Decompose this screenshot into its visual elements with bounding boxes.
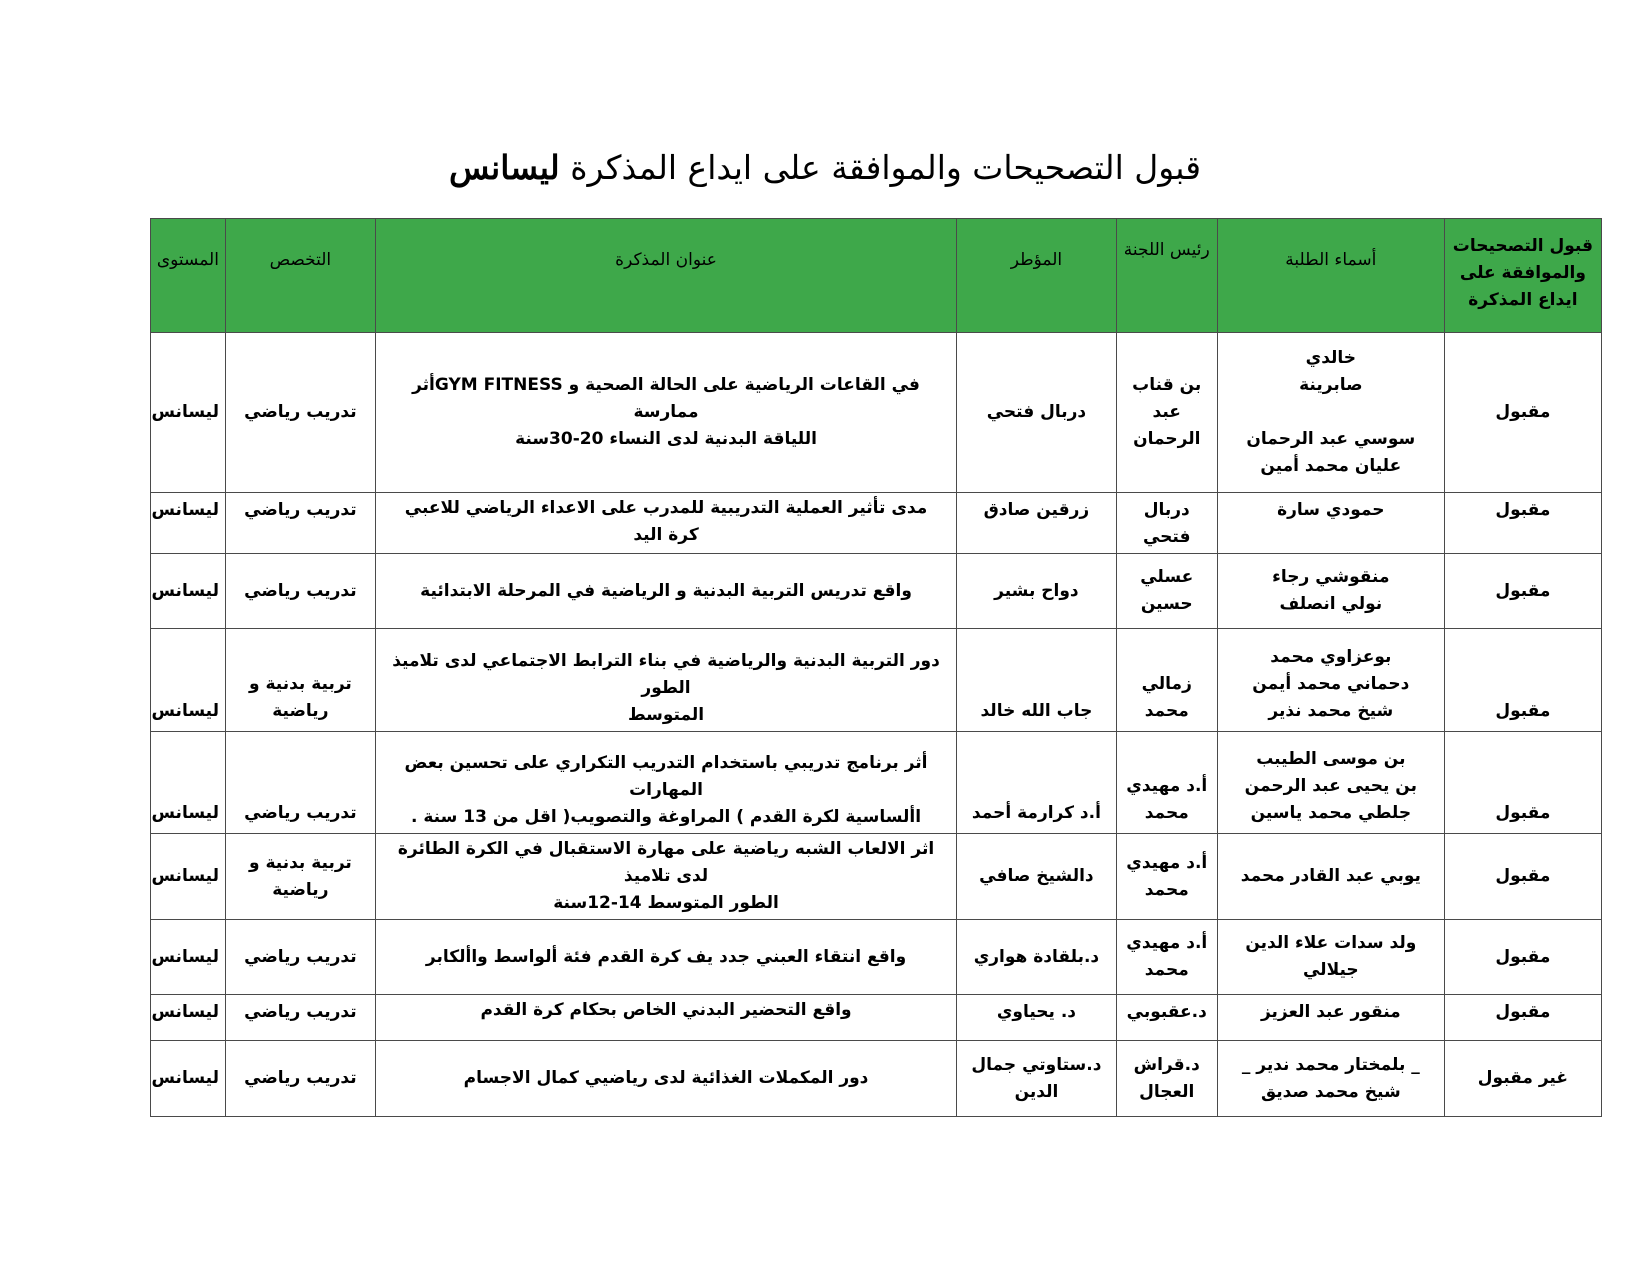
table-body — [151, 333, 1602, 1117]
table-header-row — [151, 219, 1602, 333]
thesis-title-line: اثر الالعاب الشبه رياضية على مهارة الاستقبال في الكرة الطائرة لدى تلاميذ — [397, 839, 935, 886]
specialty-cell — [225, 995, 375, 1041]
thesis-title-line: في القاعات الرياضية على الحالة الصحية و GYM FITNESSأثر ممارسة — [412, 375, 920, 422]
table-row — [151, 333, 1602, 493]
students-line: بن يحيى عبد الرحمن — [1244, 776, 1417, 796]
supervisor-cell: أ.د كرارمة أحمد — [957, 732, 1116, 834]
supervisor-cell: دربال فتحي — [957, 333, 1116, 493]
specialty-cell — [225, 629, 375, 732]
decision-cell: غير مقبول — [1444, 1041, 1601, 1117]
students-cell — [1217, 732, 1444, 834]
chair-line: دربال فتحي — [1142, 500, 1191, 547]
students-line: صابرينة — [1299, 375, 1363, 395]
thesis-title-cell — [375, 333, 956, 493]
specialty-line: تدريب رياضي — [244, 402, 357, 422]
chair-cell — [1116, 1041, 1217, 1117]
chair-cell — [1116, 834, 1217, 920]
students-line: ولد سدات علاء الدين — [1245, 933, 1417, 953]
specialty-line: رياضية — [272, 701, 329, 721]
students-line: خالدي — [1305, 348, 1357, 368]
results-table — [150, 218, 1602, 1117]
thesis-title-cell — [375, 493, 956, 554]
supervisor-cell: د.ستاوتي جمال الدين — [957, 1041, 1116, 1117]
students-line: جلطي محمد ياسين — [1250, 803, 1412, 823]
header-students: أسماء الطلبة — [1217, 219, 1444, 333]
decision-cell: مقبول — [1444, 834, 1601, 920]
level-cell: ليسانس — [151, 554, 226, 629]
specialty-line: تدريب رياضي — [244, 1068, 357, 1088]
thesis-title-line: واقع تدريس التربية البدنية و الرياضية في المرحلة الابتدائية — [420, 580, 912, 601]
students-cell — [1217, 493, 1444, 554]
chair-cell — [1116, 333, 1217, 493]
supervisor-cell: د.بلقادة هواري — [957, 920, 1116, 995]
header-specialty: التخصص — [225, 219, 375, 333]
supervisor-cell: جاب الله خالد — [957, 629, 1116, 732]
thesis-title-line: األساسية لكرة القدم ) المراوغة والتصويب( اقل من 13 سنة . — [410, 807, 922, 827]
thesis-title-line: اللياقة البدنية لدى النساء 20-30سنة — [515, 429, 817, 449]
students-cell — [1217, 554, 1444, 629]
students-cell — [1217, 920, 1444, 995]
students-cell — [1217, 629, 1444, 732]
thesis-title-line: أثر برنامج تدريبي باستخدام التدريب التكراري على تحسين بعض المهارات — [404, 753, 928, 800]
students-line: نولي انصلف — [1279, 594, 1383, 614]
specialty-cell — [225, 920, 375, 995]
level-cell: ليسانس — [151, 834, 226, 920]
chair-line: محمد — [1144, 701, 1189, 721]
specialty-line: تدريب رياضي — [244, 580, 357, 601]
chair-line: أ.د مهيدي — [1126, 776, 1208, 796]
thesis-title-cell — [375, 732, 956, 834]
table-row — [151, 554, 1602, 629]
thesis-title-line: المتوسط — [627, 705, 705, 725]
page-title-text: قبول التصحيحات والموافقة على ايداع المذكرة — [570, 148, 1202, 187]
students-line: شيخ محمد نذير — [1268, 701, 1394, 721]
chair-line: حسين — [1140, 594, 1193, 614]
students-line: دحماني محمد أيمن — [1252, 674, 1410, 694]
chair-line: عبد — [1152, 402, 1181, 422]
chair-line: أ.د مهيدي — [1126, 852, 1208, 873]
table-row — [151, 1041, 1602, 1117]
students-line: بوعزاوي محمد — [1270, 647, 1392, 667]
decision-cell: مقبول — [1444, 920, 1601, 995]
thesis-title-cell — [375, 554, 956, 629]
chair-line: أ.د مهيدي — [1126, 933, 1208, 953]
students-line: بن موسى الطيبب — [1256, 749, 1406, 769]
thesis-title-cell — [375, 1041, 956, 1117]
chair-cell — [1116, 995, 1217, 1041]
specialty-line: تربية بدنية و — [248, 852, 352, 873]
chair-line: محمد — [1144, 803, 1189, 823]
thesis-title-line: الطور المتوسط 14-12سنة — [553, 893, 779, 913]
thesis-title-line: دور التربية البدنية والرياضية في بناء الترابط الاجتماعي لدى تلاميذ الطور — [392, 651, 940, 698]
chair-line: د.عقبوبي — [1126, 1002, 1207, 1022]
table-row — [151, 629, 1602, 732]
specialty-line: تدريب رياضي — [244, 803, 357, 823]
thesis-title-line: مدى تأثير العملية التدريبية للمدرب على الاعداء الرياضي للاعبي كرة اليد — [404, 498, 928, 545]
chair-line: العجال — [1139, 1081, 1195, 1102]
page-title-level: ليسانس — [448, 148, 560, 187]
chair-line: د.قراش — [1133, 1054, 1200, 1075]
level-cell: ليسانس — [151, 920, 226, 995]
header-thesis-title: عنوان المذكرة — [375, 219, 956, 333]
specialty-cell — [225, 834, 375, 920]
chair-line: محمد — [1144, 879, 1189, 900]
chair-line: محمد — [1144, 960, 1189, 980]
header-decision: قبول التصحيحات والموافقة على ايداع المذكرة — [1444, 219, 1601, 333]
students-cell — [1217, 995, 1444, 1041]
decision-cell: مقبول — [1444, 493, 1601, 554]
decision-cell: مقبول — [1444, 629, 1601, 732]
chair-cell — [1116, 920, 1217, 995]
table-row — [151, 995, 1602, 1041]
chair-cell — [1116, 732, 1217, 834]
specialty-cell — [225, 1041, 375, 1117]
specialty-line: تدريب رياضي — [244, 500, 357, 520]
chair-cell — [1116, 554, 1217, 629]
chair-line: الرحمان — [1133, 429, 1201, 449]
students-line: جيلالي — [1302, 960, 1359, 980]
level-cell: ليسانس — [151, 732, 226, 834]
thesis-title-line: واقع التحضير البدني الخاص بحكام كرة القدم — [480, 1000, 852, 1020]
page-title — [0, 148, 1650, 188]
students-cell — [1217, 834, 1444, 920]
level-cell: ليسانس — [151, 493, 226, 554]
thesis-title-line: دور المكملات الغذائية لدى رياضيي كمال الاجسام — [463, 1068, 869, 1088]
decision-cell: مقبول — [1444, 333, 1601, 493]
specialty-line: تربية بدنية و — [248, 674, 352, 694]
students-line: سوسي عبد الرحمان — [1246, 429, 1416, 449]
header-level: المستوى — [151, 219, 226, 333]
decision-cell: مقبول — [1444, 554, 1601, 629]
thesis-title-cell — [375, 834, 956, 920]
specialty-cell — [225, 732, 375, 834]
specialty-cell — [225, 333, 375, 493]
level-cell: ليسانس — [151, 629, 226, 732]
chair-cell — [1116, 493, 1217, 554]
supervisor-cell: دواح بشير — [957, 554, 1116, 629]
students-line: منقوشي رجاء — [1272, 567, 1390, 587]
thesis-title-cell — [375, 920, 956, 995]
specialty-cell — [225, 493, 375, 554]
specialty-line: تدريب رياضي — [244, 946, 357, 967]
header-chair: رئيس اللجنة — [1116, 219, 1217, 333]
students-line: منقور عبد العزيز — [1260, 1002, 1401, 1022]
students-line: شيخ محمد صديق — [1260, 1081, 1401, 1102]
supervisor-cell: زرقين صادق — [957, 493, 1116, 554]
chair-line: بن قناب — [1132, 375, 1202, 395]
decision-cell: مقبول — [1444, 995, 1601, 1041]
thesis-title-cell — [375, 995, 956, 1041]
decision-cell: مقبول — [1444, 732, 1601, 834]
table-row — [151, 732, 1602, 834]
supervisor-cell: دالشيخ صافي — [957, 834, 1116, 920]
supervisor-cell: د. يحياوي — [957, 995, 1116, 1041]
table-row — [151, 493, 1602, 554]
header-supervisor: المؤطر — [957, 219, 1116, 333]
students-cell — [1217, 333, 1444, 493]
thesis-title-line: واقع انتقاء العبني جدد يف كرة القدم فئة ألواسط واألكابر — [425, 946, 907, 967]
chair-line: عسلي — [1140, 567, 1194, 587]
specialty-cell — [225, 554, 375, 629]
students-line: عليان محمد أمين — [1260, 456, 1402, 476]
students-cell — [1217, 1041, 1444, 1117]
specialty-line: رياضية — [272, 879, 329, 900]
level-cell: ليسانس — [151, 333, 226, 493]
table-row — [151, 920, 1602, 995]
table-row — [151, 834, 1602, 920]
students-line — [1224, 399, 1438, 426]
chair-cell — [1116, 629, 1217, 732]
specialty-line: تدريب رياضي — [244, 1002, 357, 1022]
thesis-title-cell — [375, 629, 956, 732]
students-line: _ بلمختار محمد ندير _ — [1241, 1054, 1420, 1075]
level-cell: ليسانس — [151, 995, 226, 1041]
level-cell: ليسانس — [151, 1041, 226, 1117]
students-line: حمودي سارة — [1277, 500, 1385, 520]
chair-line: زمالي — [1141, 674, 1192, 694]
students-line: يوبي عبد القادر محمد — [1240, 866, 1421, 886]
